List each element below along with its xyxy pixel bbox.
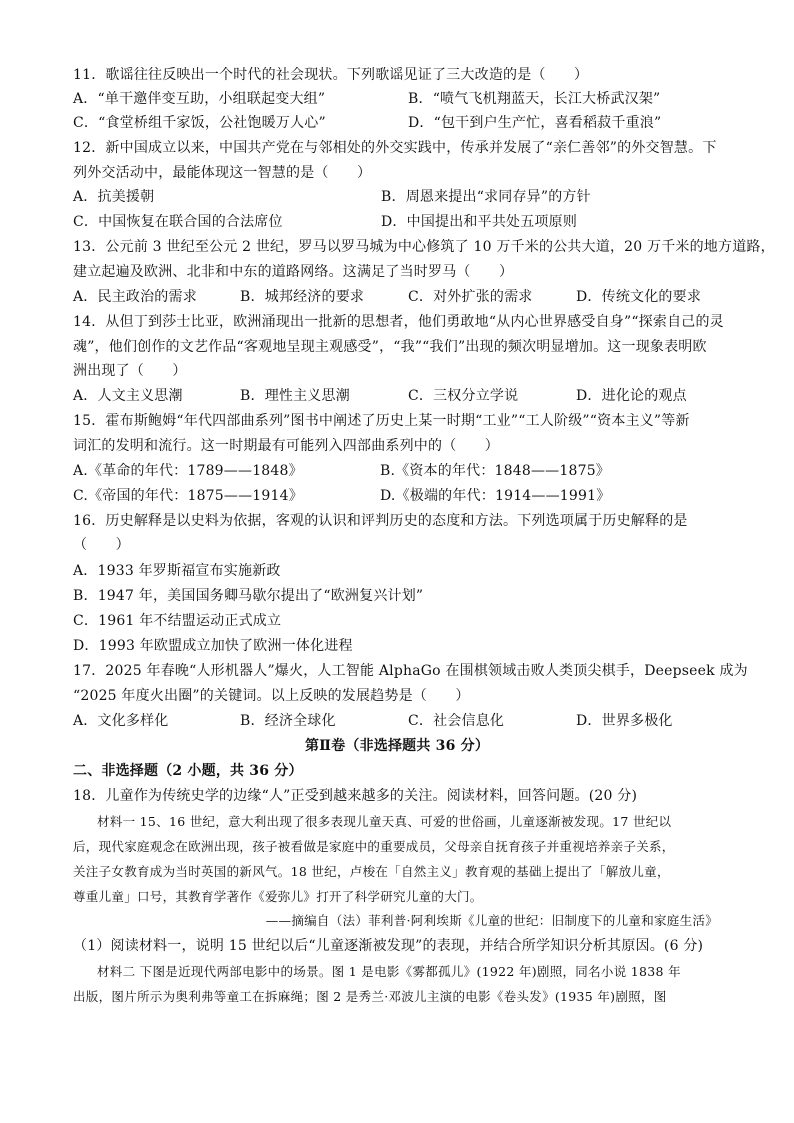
q15-option-a: A.《革命的年代：1789——1848》 <box>73 463 303 479</box>
q18-material2-line2: 出版，图片所示为奥利弗等童工在拆麻绳；图 2 是秀兰·邓波儿主演的电影《卷头发》(1935 年)剧照，图 <box>73 989 667 1004</box>
q12-option-b: B．周恩来提出“求同存异”的方针 <box>381 189 591 205</box>
q12-option-d: D．中国提出和平共处五项原则 <box>381 214 578 230</box>
q11-stem: 11．歌谣往往反映出一个时代的社会现状。下列歌谣见证了三大改造的是（ ） <box>73 67 589 83</box>
q18-subquestion-1: （1）阅读材料一，说明 15 世纪以后“儿童逐渐被发现”的表现，并结合所学知识分析其原因。(6 分) <box>73 938 704 954</box>
q14-option-c: C．三权分立学说 <box>408 388 519 404</box>
q18-material1-line1: 材料一 15、16 世纪，意大利出现了很多表现儿童天真、可爱的世俗画，儿童逐渐被发现。17 世纪以 <box>97 814 672 829</box>
q16-stem-line1: 16．历史解释是以史料为依据，客观的认识和评判历史的态度和方法。下列选项属于历史解释的是 <box>73 513 688 529</box>
q11-option-c: C．“食堂桥组千家饭，公社饱暖万人心” <box>73 115 326 131</box>
q16-option-d: D．1993 年欧盟成立加快了欧洲一体化进程 <box>73 638 353 654</box>
q18-material1-line3: 关注子女教育成为当时英国的新风气。18 世纪，卢梭在「自然主义」教育观的基础上提出了「解放儿童， <box>73 864 670 879</box>
q13-stem-line1: 13．公元前 3 世纪至公元 2 世纪，罗马以罗马城为中心修筑了 10 万千米的公共大道，20 万千米的地方道路， <box>73 239 775 255</box>
q13-option-d: D．传统文化的要求 <box>576 289 702 305</box>
q16-stem-line2: （ ） <box>73 537 130 553</box>
section-2-title: 第Ⅱ卷（非选择题共 36 分） <box>304 738 490 754</box>
q13-option-c: C．对外扩张的需求 <box>408 289 533 305</box>
q14-stem-line3: 洲出现了（ ） <box>73 363 187 379</box>
q15-option-c: C.《帝国的年代：1875——1914》 <box>73 488 303 504</box>
q11-option-d: D．“包干到户生产忙，喜看稻菽千重浪” <box>408 115 662 131</box>
q12-option-a: A．抗美援朝 <box>73 189 155 205</box>
q15-stem-line2: 词汇的发明和流行。这一时期最有可能列入四部曲系列中的（ ） <box>73 438 499 454</box>
part-2-heading: 二、非选择题（2 小题，共 36 分） <box>73 763 303 779</box>
q14-option-a: A．人文主义思潮 <box>73 388 183 404</box>
q11-option-b: B．“喷气飞机翔蓝天，长江大桥武汉架” <box>408 91 661 107</box>
q16-option-b: B．1947 年，美国国务卿马歇尔提出了“欧洲复兴计划” <box>73 588 424 604</box>
q14-option-d: D．进化论的观点 <box>576 388 687 404</box>
q15-stem-line1: 15．霍布斯鲍姆“年代四部曲系列”图书中阐述了历史上某一时期“工业”“工人阶级”“资本主义”等新 <box>73 413 690 429</box>
q18-material2-line1: 材料二 下图是近现代两部电影中的场景。图 1 是电影《雾都孤儿》(1922 年)剧照，同名小说 1838 年 <box>97 964 681 979</box>
q15-option-d: D.《极端的年代：1914——1991》 <box>380 488 611 504</box>
q11-option-a: A．“单干邀伴变互助，小组联起变大组” <box>73 91 326 107</box>
q13-option-a: A．民主政治的需求 <box>73 289 197 305</box>
q17-stem-line1: 17．2025 年春晚“人形机器人”爆火，人工智能 AlphaGo 在围棋领域击败人类顶尖棋手，Deepseek 成为 <box>73 663 748 679</box>
q17-option-a: A．文化多样化 <box>73 713 169 729</box>
q18-material1-line4: 尊重儿童」口号，其教育学著作《爱弥儿》打开了科学研究儿童的大门。 <box>73 889 483 904</box>
q12-stem-line2: 列外交活动中，最能体现这一智慧的是（ ） <box>73 165 372 181</box>
q17-stem-line2: “2025 年度火出圈”的关键词。以上反映的发展趋势是（ ） <box>73 688 470 704</box>
q15-option-b: B.《资本的年代：1848——1875》 <box>380 463 610 479</box>
q17-option-b: B．经济全球化 <box>240 713 336 729</box>
q18-material1-line2: 后，现代家庭观念在欧洲出现，孩子被看做是家庭中的重要成员，父母亲自抚育孩子并重视培养亲子关系， <box>73 839 675 854</box>
q12-stem-line1: 12．新中国成立以来，中国共产党在与邻相处的外交实践中，传承并发展了“亲仁善邻”的外交智慧。下 <box>73 140 717 156</box>
q14-stem-line2: 魂”，他们创作的文艺作品“客观地呈现主观感受”，“我”“我们”出现的频次明显增加。这一现象表明欧 <box>73 339 707 355</box>
q13-stem-line2: 建立起遍及欧洲、北非和中东的道路网络。这满足了当时罗马（ ） <box>73 264 514 280</box>
q14-option-b: B．理性主义思潮 <box>240 388 350 404</box>
q18-stem: 18．儿童作为传统史学的边缘“人”正受到越来越多的关注。阅读材料，回答问题。(20 分) <box>73 788 638 804</box>
q14-stem-line1: 14．从但丁到莎士比亚，欧洲涌现出一批新的思想者，他们勇敢地“从内心世界感受自身”“探索自己的灵 <box>73 314 724 330</box>
q13-option-b: B．城邦经济的要求 <box>240 289 365 305</box>
q12-option-c: C．中国恢复在联合国的合法席位 <box>73 214 283 230</box>
q17-option-c: C．社会信息化 <box>408 713 505 729</box>
q16-option-c: C．1961 年不结盟运动正式成立 <box>73 613 282 629</box>
q17-option-d: D．世界多极化 <box>576 713 673 729</box>
q16-option-a: A．1933 年罗斯福宣布实施新政 <box>73 563 281 579</box>
q18-material1-source: ——摘编自（法）菲利普·阿利埃斯《儿童的世纪：旧制度下的儿童和家庭生活》 <box>265 913 718 928</box>
